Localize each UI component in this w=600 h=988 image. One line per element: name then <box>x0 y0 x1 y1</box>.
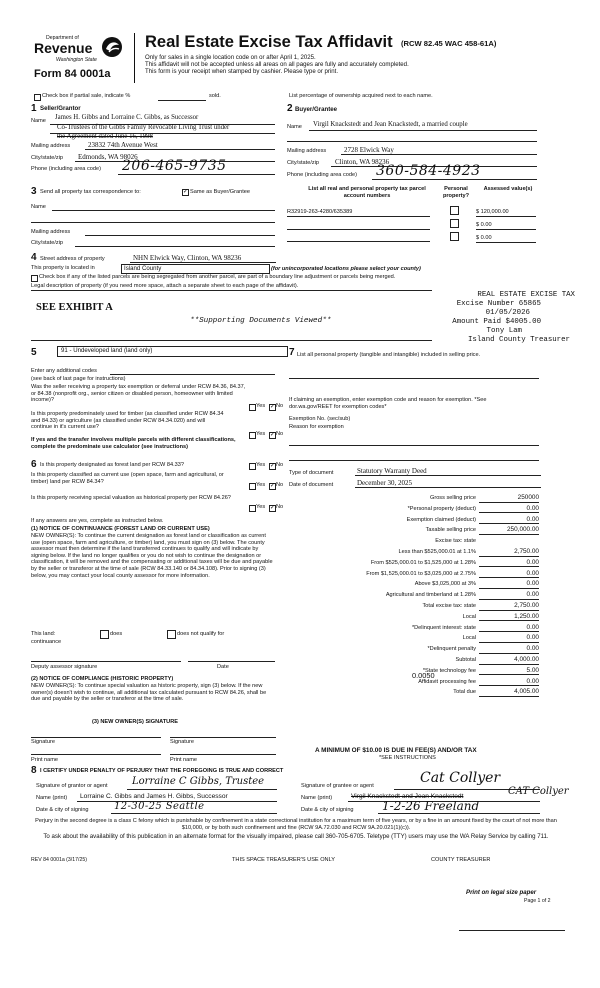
exemption-no-label: No <box>276 403 284 409</box>
personal-property-line-1[interactable] <box>289 378 539 379</box>
continuance-label: continuance <box>31 639 62 645</box>
timber-question: Is this property predominately used for timber (as classified under RCW 84.34 and 84.33) or agriculture (as classified under RCW 84.34.020) and will continue in it's current use? <box>31 411 224 431</box>
supporting-documents-note: **Supporting Documents Viewed** <box>190 317 332 325</box>
grantee-name-handwritten[interactable]: CAT Collyer <box>508 786 569 797</box>
tax-row-value[interactable]: 250000 <box>479 495 539 503</box>
section-3-correspondence: Send all property tax correspondence to: <box>40 189 141 195</box>
unincorporated-note: (for unincorporated locations please select your county) <box>271 266 421 272</box>
timber-yes-checkbox[interactable] <box>249 432 256 439</box>
grantee-date-value[interactable]: 1-2-26 Freeland <box>382 799 480 813</box>
grantor-signature-label: Signature of grantor or agent <box>36 783 108 789</box>
tax-row-value[interactable]: 0.00 <box>479 571 539 579</box>
new-owner-signature-title: (3) NEW OWNER(S) SIGNATURE <box>92 719 178 725</box>
header-note-1: Only for sales in a single location code on or after April 1, 2025. <box>145 54 316 61</box>
tax-row-label: Above $3,025,000 at 3% <box>414 581 476 588</box>
header-note-3 <box>145 68 338 75</box>
current-use-yes-checkbox[interactable] <box>249 483 256 490</box>
stamp-line-4: Amount Paid $4005.00 <box>452 318 541 326</box>
deputy-signature-label: Deputy assessor signature <box>31 664 98 670</box>
street-address-label: Street address of property <box>40 256 105 262</box>
deputy-date-label: Date <box>217 664 229 670</box>
buyer-name-underline-2 <box>287 141 537 142</box>
parcel-col-header: List all real and personal property tax parcel account numbers <box>308 186 426 199</box>
segregated-label: Check box if any of the listed parcels are being segregated from another parcel, are part of a boundary line adjustment or parcels being merged. <box>39 274 396 280</box>
exemption-reason-line-1[interactable] <box>289 445 539 446</box>
tax-row-label: Gross selling price <box>429 495 476 501</box>
tax-row-label: Agricultural and timberland at 1.28% <box>385 592 476 599</box>
grantor-name-label: Name (print) <box>36 795 68 801</box>
owner-print-line-1[interactable] <box>31 754 161 755</box>
land-does-checkbox[interactable] <box>100 630 109 639</box>
section-3-number: 3 <box>31 186 37 197</box>
seller-name-line-1[interactable]: James H. Gibbs and Lorraine C. Gibbs, as Successor <box>55 114 199 121</box>
header-divider <box>134 33 135 83</box>
timber-no-label: No <box>276 431 284 437</box>
section-3-name-line[interactable] <box>52 210 275 211</box>
notice-continuance-title: (1) NOTICE OF CONTINUANCE (FOREST LAND OR CURRENT USE) <box>31 526 210 532</box>
buyer-name-underline <box>309 130 537 131</box>
rcw-reference: (RCW 82.45 WAC 458-61A) <box>401 39 497 48</box>
grantor-signature[interactable]: Lorraine C Gibbs, Trustee <box>132 776 265 787</box>
footer-bottom-rule <box>459 930 565 931</box>
tax-row-label: Total excise tax: state <box>422 603 476 609</box>
alternate-format-note: To ask about the availability of this publication in an alternate format for the visually impaired, please call 360-705-6705. Teletype (TTY) users may use the WA Relay Service by calling 711. <box>43 833 549 840</box>
timber-question-note: If yes and the transfer involves multiple parcels with different classifications, complete the predominate use calculator (see instructions) <box>31 437 236 450</box>
tax-row-value[interactable]: 0.00 <box>479 625 539 633</box>
exemption-claim-label: If claiming an exemption, enter exemption code and reason for exemption. *See dor.wa.gov/REET for exemption codes* <box>289 397 487 410</box>
page-number: Page 1 of 2 <box>524 898 551 904</box>
buyer-name-value[interactable]: Virgil Knackstedt and Jean Knackstedt, a married couple <box>313 121 468 128</box>
certify-statement: I CERTIFY UNDER PENALTY OF PERJURY THAT THE FOREGOING IS TRUE AND CORRECT <box>40 768 284 774</box>
tax-row-value[interactable]: 0.00 <box>479 646 539 654</box>
tax-row-label: Exemption claimed (deduct) <box>406 516 476 523</box>
land-does-label: does <box>110 631 123 637</box>
street-address-value[interactable]: NHN Elwick Way, Clinton, WA 98236 <box>133 254 242 262</box>
current-use-question: Is this property classified as current use (open space, farm and agricultural, or timber) land per RCW 84.34? <box>31 472 224 485</box>
seller-city-value[interactable]: Edmonds, WA 98026 <box>78 153 138 161</box>
tax-row-label: Local <box>462 635 476 642</box>
parcel-account-2-line[interactable] <box>287 229 430 230</box>
tax-row-label: Excise tax: state <box>435 538 476 545</box>
tax-row-value[interactable]: 0.00 <box>479 506 539 514</box>
revenue-logo-text: Revenue <box>34 40 93 56</box>
historic-no-label: No <box>276 504 284 510</box>
notice-compliance-text: NEW OWNER(S): To continue special valuation as historic property, sign (3) below. If the new owner(s) doesn't wish to continue, all additional tax calculated pursuant to RCW 84.26, shall be due and payable by the seller or transferor at the time of sale. <box>31 683 267 703</box>
land-does-not-checkbox[interactable] <box>167 630 176 639</box>
section-3-name-line-2 <box>31 222 275 223</box>
exemption-yes-checkbox[interactable] <box>249 404 256 411</box>
perjury-warning: Perjury in the second degree is a class C felony which is punishable by confinement in a state correctional institution for a maximum term of five years, or by a fine in an amount fixed by the court of not more than $10,000, or by both such confinement and fine (RCW 9A.72.030 and RCW 9A.20.021(1)(c)). <box>35 818 557 831</box>
owner-print-label-1: Print name <box>31 757 59 763</box>
historic-yes-label: Yes <box>256 504 266 510</box>
same-as-buyer-label: Same as Buyer/Grantee <box>190 189 251 195</box>
seller-phone-value[interactable]: 206-465-9735 <box>122 158 227 174</box>
tax-row-value[interactable]: 0.00 <box>479 581 539 589</box>
stamp-line-5: Tony Lam <box>486 327 522 335</box>
seller-mailing-label: Mailing address <box>31 143 71 149</box>
tax-row-label: From $1,525,000.01 to $3,025,000 at 2.75% <box>366 570 476 577</box>
personal-property-list-label: List all personal property (tangible and intangible) included in selling price. <box>297 352 481 358</box>
tax-row-label: *Personal property (deduct) <box>407 505 476 512</box>
segregated-checkbox[interactable] <box>31 275 38 282</box>
dept-label: Department of <box>46 35 79 41</box>
section-5-number: 5 <box>31 347 37 358</box>
print-legal-note: Print on legal size paper <box>466 889 537 896</box>
form-title: Real Estate Excise Tax Affidavit <box>145 33 393 51</box>
grantee-date-line <box>378 813 540 814</box>
header-note-2: This affidavit will not be accepted unless all areas on all pages are fully and accurately completed. <box>145 61 409 68</box>
legal-description-bottom-line <box>31 340 432 341</box>
tax-row-label: Total due <box>453 689 476 696</box>
grantee-name-label: Name (print) <box>301 795 333 801</box>
located-in-label: This property is located in <box>31 265 95 271</box>
partial-sale-label: Check box if partial sale, indicate % <box>42 93 131 99</box>
buyer-mailing-value[interactable]: 2728 Elwick Way <box>344 146 394 154</box>
seller-name-line-3[interactable]: the Agreement dated June 16, 1998 <box>57 133 153 140</box>
stamp-line-1: REAL ESTATE EXCISE TAX <box>477 291 575 299</box>
document-date-label: Date of document <box>289 482 334 488</box>
legal-description-underline <box>31 290 432 291</box>
section-6-number: 6 <box>31 459 37 470</box>
buyer-city-value[interactable]: Clinton, WA 98236 <box>335 158 390 166</box>
owner-print-label-2: Print name <box>170 757 198 763</box>
tax-row-label: *Delinquent penalty <box>427 646 476 653</box>
deputy-signature-line[interactable] <box>31 661 181 662</box>
document-date-value[interactable]: December 30, 2025 <box>355 479 541 488</box>
buyer-phone-label: Phone (including area code) <box>287 172 357 178</box>
current-use-yes-label: Yes <box>256 482 266 488</box>
tax-row-value[interactable]: 0.00 <box>479 560 539 568</box>
section-3-name-label: Name <box>31 204 46 210</box>
grantee-date-label: Date & city of signing <box>301 807 354 813</box>
tax-row-value[interactable]: 0.00 <box>479 635 539 643</box>
exemption-yes-label: Yes <box>256 403 266 409</box>
additional-codes-line[interactable] <box>110 374 275 375</box>
personal-property-col-header: Personal property? <box>442 186 470 199</box>
owner-print-line-2[interactable] <box>170 754 276 755</box>
seller-name-label: Name <box>31 118 46 124</box>
tax-row-label: *State technology fee <box>422 667 476 674</box>
section-4-number: 4 <box>31 252 37 263</box>
dor-logo-icon <box>101 36 123 58</box>
document-type-label: Type of document <box>289 470 334 476</box>
forest-yes-label: Yes <box>256 462 266 468</box>
forest-land-question: Is this property designated as forest land per RCW 84.33? <box>40 462 184 468</box>
land-use-select[interactable]: 91 - Undeveloped land (land only) <box>57 346 288 357</box>
personal-property-checkbox-1[interactable] <box>450 206 459 215</box>
seller-name-line-2[interactable]: Co-Trustees of the Gibbs Family Revocable Living Trust under <box>57 124 230 131</box>
same-as-buyer-checkbox[interactable] <box>182 189 189 196</box>
land-does-not-label: does not qualify for <box>177 631 225 637</box>
tax-row-value[interactable]: 1,250.00 <box>479 614 539 622</box>
document-type-value[interactable]: Statutory Warranty Deed <box>355 467 541 476</box>
tax-row-label: Less than $525,000.01 at 1.1% <box>398 549 476 555</box>
exemption-no-checkbox[interactable] <box>269 404 276 411</box>
seller-phone-underline <box>118 174 275 175</box>
tax-row-value[interactable]: 5.00 <box>479 668 539 676</box>
owner-signature-label-1: Signature <box>31 739 55 745</box>
forest-no-checkbox[interactable] <box>269 463 276 470</box>
partial-sale-percent-line[interactable] <box>158 100 206 101</box>
grantor-date-label: Date & city of signing <box>36 807 89 813</box>
additional-codes-label: Enter any additional codes <box>31 368 97 374</box>
tax-row-value[interactable]: 250,000.00 <box>479 527 539 535</box>
buyer-phone-value[interactable]: 360-584-4923 <box>376 163 481 179</box>
assessed-value-col-header: Assessed value(s) <box>483 186 533 192</box>
grantee-name-value[interactable]: Virgil Knackstedt and Jean Knackstedt <box>351 793 464 800</box>
historic-no-checkbox[interactable] <box>269 505 276 512</box>
ownership-note: List percentage of ownership acquired next to each name. <box>289 93 433 99</box>
section-3-mailing-line[interactable] <box>85 235 275 236</box>
personal-property-checkbox-3[interactable] <box>450 232 459 241</box>
header-note-3-text: This form is your receipt when stamped by cashier. Please type or print. <box>145 68 339 75</box>
grantee-signature-label: Signature of grantee or agent <box>301 783 374 789</box>
seller-mailing-underline <box>85 149 275 150</box>
assessed-value-2[interactable]: $ 0.00 <box>476 222 536 230</box>
timber-yes-label: Yes <box>256 431 266 437</box>
parcel-account-1[interactable]: R32919-263-4280/635389 <box>287 209 430 217</box>
grantor-name-value[interactable]: Lorraine C. Gibbs and James H. Gibbs, Successor <box>80 793 228 800</box>
buyer-mailing-underline <box>341 154 537 155</box>
assessed-value-3[interactable]: $ 0.00 <box>476 235 536 243</box>
seller-heading: Seller/Grantor <box>40 105 81 112</box>
exemption-number-label: Exemption No. (sec/sub) <box>289 416 351 422</box>
if-yes-note: If any answers are yes, complete as instructed below. <box>31 518 164 524</box>
deputy-date-line[interactable] <box>188 661 275 662</box>
timber-no-checkbox[interactable] <box>269 432 276 439</box>
this-land-label: This land: <box>31 631 56 637</box>
owner-signature-line-1[interactable] <box>31 737 161 738</box>
exemption-question: Was the seller receiving a property tax exemption or deferral under RCW 84.36, 84.37, or 84.38 (nonprofit org., senior citizen or disabled person, homeowner with limited income)? <box>31 384 246 404</box>
buyer-phone-underline <box>372 179 537 180</box>
local-rate: 0.0050 <box>412 671 435 680</box>
owner-signature-line-2[interactable] <box>170 737 276 738</box>
assessed-value-1[interactable]: $ 120,000.00 <box>476 209 536 217</box>
owner-signature-label-2: Signature <box>170 739 194 745</box>
section-1-number: 1 <box>31 103 37 114</box>
form-number: Form 84 0001a <box>34 68 111 80</box>
historic-yes-checkbox[interactable] <box>249 505 256 512</box>
seller-mailing-value[interactable]: 23832 74th Avenue West <box>88 141 158 149</box>
forest-yes-checkbox[interactable] <box>249 463 256 470</box>
notice-continuance-text: NEW OWNER(S): To continue the current designation as forest land or classification as current use (open space, farm and agriculture, or timber) land, you must sign on (3) below. The county assessor must then determine if the land transferred continues to qualify and will indicate by signing below. If the land no longer qualifies or you do not wish to continue the designation or classification, it will be removed and the compensating or additional taxes will be due and payable by the seller or transferor at the time of sale (RCW 84.33.140 or 84.34.108). Prior to signing (3) below, you may contact your local county assessor for more information. <box>31 533 273 579</box>
tax-row-label: Subtotal <box>455 657 476 663</box>
grantor-signature-line <box>127 789 277 790</box>
section-3-text <box>40 189 141 196</box>
historic-question: Is this property receiving special valuation as historical property per RCW 84.26? <box>31 495 231 501</box>
street-address-underline <box>130 262 276 263</box>
washington-state-label: Washington State <box>56 57 97 63</box>
legal-description-label: Legal description of property (if you need more space, attach a separate sheet to each page of the affidavit). <box>31 283 299 289</box>
tax-row-value[interactable]: 2,750.00 <box>479 549 539 557</box>
tax-row-label: Taxable selling price <box>425 527 476 534</box>
tax-row-label: From $525,000.01 to $1,525,000 at 1.28% <box>370 559 476 566</box>
section-3-city-label: City/state/zip <box>31 240 64 246</box>
exemption-reason-line-2[interactable] <box>289 460 539 461</box>
seller-phone-label: Phone (including area code) <box>31 166 101 172</box>
treasurer-use-only: THIS SPACE TREASURER'S USE ONLY <box>232 857 336 863</box>
buyer-name-label: Name <box>287 124 302 130</box>
minimum-fee-note: A MINIMUM OF $10.00 IS DUE IN FEE(S) AND/OR TAX <box>315 747 477 754</box>
section-8-number: 8 <box>31 765 37 776</box>
county-select[interactable]: Island County <box>121 264 270 274</box>
tax-row-value[interactable]: 0.00 <box>479 679 539 687</box>
tax-row-value[interactable]: 0.00 <box>479 592 539 600</box>
parcel-account-3-line[interactable] <box>287 241 430 242</box>
section-3-city-line[interactable] <box>75 246 275 247</box>
tax-row-value[interactable]: 4,005.00 <box>479 689 539 697</box>
notice-compliance-title: (2) NOTICE OF COMPLIANCE (HISTORIC PROPERTY) <box>31 676 174 682</box>
grantor-date-line <box>111 813 277 814</box>
exemption-reason-label: Reason for exemption <box>289 424 344 430</box>
grantor-date-value[interactable]: 12-30-25 Seattle <box>114 801 205 812</box>
tax-row-label: *Delinquent interest: state <box>411 624 476 631</box>
section-3-mailing-label: Mailing address <box>31 229 71 235</box>
tax-row-value[interactable]: 0.00 <box>479 517 539 525</box>
tax-row-value[interactable]: 2,750.00 <box>479 603 539 611</box>
forest-no-label: No <box>276 462 284 468</box>
see-instructions-note: *SEE INSTRUCTIONS <box>379 755 436 761</box>
tax-row-label: Local <box>462 613 476 620</box>
grantee-signature[interactable]: Cat Collyer <box>420 770 501 786</box>
see-back-note: (see back of last page for instructions) <box>31 376 126 382</box>
stamp-line-3: 01/05/2026 <box>485 309 530 317</box>
buyer-mailing-label: Mailing address <box>287 148 327 154</box>
buyer-heading: Buyer/Grantee <box>295 106 337 113</box>
tax-row-label: Affidavit processing fee <box>418 678 476 685</box>
buyer-city-label: City/state/zip <box>287 160 320 166</box>
personal-property-checkbox-2[interactable] <box>450 219 459 228</box>
section-7-number: 7 <box>289 347 295 358</box>
stamp-line-6: Island County Treasurer <box>467 336 570 344</box>
partial-sale-checkbox[interactable] <box>34 94 41 101</box>
current-use-no-label: No <box>276 482 284 488</box>
tax-row-value[interactable]: 4,000.00 <box>479 657 539 665</box>
partial-sale-sold: sold. <box>209 93 221 99</box>
revision-number: REV 84 0001a (3/17/25) <box>31 857 87 863</box>
current-use-no-checkbox[interactable] <box>269 483 276 490</box>
legal-description-value[interactable]: SEE EXHIBIT A <box>36 302 113 313</box>
stamp-line-2: Excise Number 65865 <box>456 300 541 308</box>
county-treasurer-label: COUNTY TREASURER <box>431 857 491 863</box>
section-2-number: 2 <box>287 103 293 114</box>
seller-city-label: City/state/zip <box>31 155 64 161</box>
